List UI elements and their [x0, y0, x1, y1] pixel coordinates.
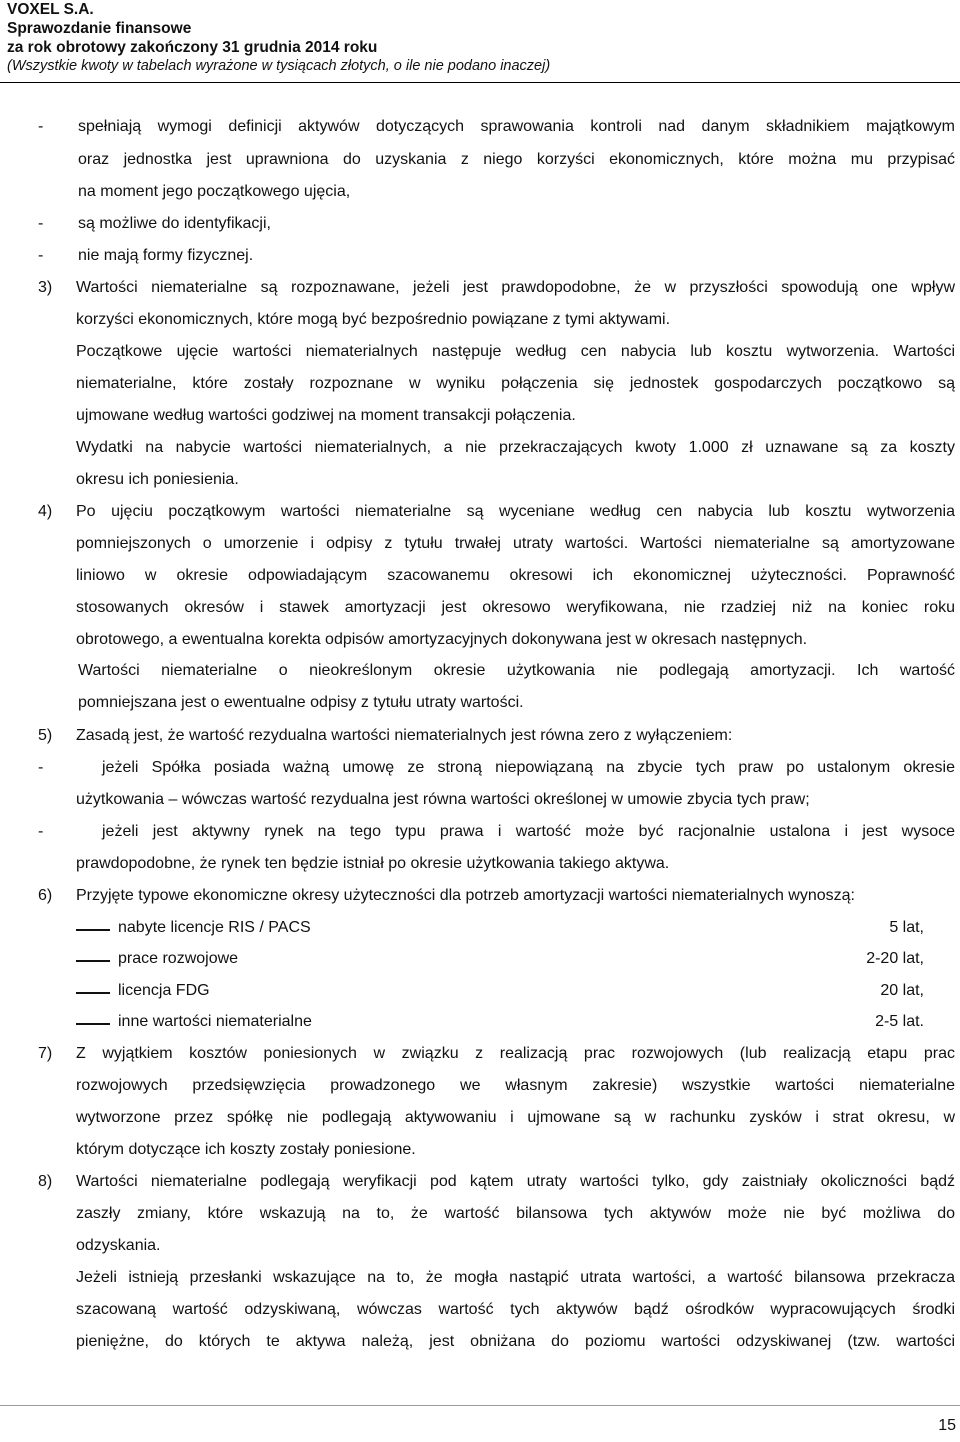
page-number: 15: [938, 1417, 956, 1434]
paragraph-number: 8): [38, 1173, 53, 1190]
body-line: na moment jego początkowego ujęcia,: [78, 183, 351, 200]
bullet-marker: -: [38, 759, 44, 776]
list-dash: [76, 929, 110, 931]
period-item-name: prace rozwojowe: [118, 950, 239, 967]
body-line: prawdopodobne, że rynek ten będzie istniał po okresie użytkowania takiego aktywa.: [76, 855, 670, 872]
body-line: są możliwe do identyfikacji,: [78, 215, 271, 232]
paragraph-number: 3): [38, 279, 53, 296]
body-line: jeżeli jest aktywny rynek na tego typu prawa i wartość może być racjonalnie ustalona i jest wysoce: [102, 823, 955, 840]
report-period: za rok obrotowy zakończony 31 grudnia 2014 roku: [7, 39, 378, 56]
body-line: korzyści ekonomicznych, które mogą być bezpośrednio powiązane z tymi aktywami.: [76, 311, 671, 328]
body-line: Zasadą jest, że wartość rezydualna wartości niematerialnych jest równa zero z wyłączeniem:: [76, 727, 733, 744]
bullet-marker: -: [38, 247, 44, 264]
body-line: odzyskania.: [76, 1237, 161, 1254]
body-line: Wartości niematerialne są rozpoznawane, jeżeli jest prawdopodobne, że w przyszłości spowodują one wpływ: [76, 279, 955, 296]
bullet-marker: -: [38, 215, 44, 232]
paragraph-number: 4): [38, 503, 53, 520]
body-line: Początkowe ujęcie wartości niematerialnych następuje według cen nabycia lub kosztu wytworzenia. Wartości: [76, 343, 955, 360]
body-line: którym dotyczące ich koszty zostały poniesione.: [76, 1141, 416, 1158]
paragraph-number: 5): [38, 727, 53, 744]
period-item-value: 5 lat,: [889, 919, 924, 936]
body-line: zaszły zmiany, które wskazują na to, że wartość bilansowa tych aktywów może nie być możliwa do: [76, 1205, 955, 1222]
body-line: okresu ich poniesienia.: [76, 471, 239, 488]
body-line: szacowaną wartość odzyskiwaną, wówczas wartość tych aktywów bądź ośrodków wypracowujących środki: [76, 1301, 955, 1318]
body-line: niematerialne, które zostały rozpoznane w wyniku połączenia się jednostek gospodarczych początkowo są: [76, 375, 955, 392]
document-header: [7, 0, 550, 76]
period-item-name: licencja FDG: [118, 982, 210, 999]
paragraph-number: 6): [38, 887, 53, 904]
bullet-marker: -: [38, 118, 44, 135]
body-line: rozwojowych przedsięwzięcia prowadzonego we własnym zakresie) wszystkie wartości niematerialne: [76, 1077, 955, 1094]
body-line: Wartości niematerialne o nieokreślonym okresie użytkowania nie podlegają amortyzacji. Ich wartość: [78, 662, 955, 679]
period-item-value: 20 lat,: [880, 982, 924, 999]
list-dash: [76, 1023, 110, 1025]
body-line: wytworzone przez spółkę nie podlegają aktywowaniu i ujmowane są w rachunku zysków i strat okresu, w: [76, 1109, 955, 1126]
company-name: VOXEL S.A.: [7, 1, 94, 18]
body-line: oraz jednostka jest uprawniona do uzyskania z niego korzyści ekonomicznych, które można mu przypisać: [78, 151, 955, 168]
list-dash: [76, 960, 110, 962]
body-line: Z wyjątkiem kosztów poniesionych w związku z realizacją prac rozwojowych (lub realizacją etapu prac: [76, 1045, 955, 1062]
period-item-value: 2-5 lat.: [875, 1013, 924, 1030]
body-line: obrotowego, a ewentualna korekta odpisów amortyzacyjnych dokonywana jest w okresach następnych.: [76, 631, 808, 648]
body-line: Wydatki na nabycie wartości niematerialnych, a nie przekraczających kwoty 1.000 zł uznawane są za koszty: [76, 439, 955, 456]
body-line: Wartości niematerialne podlegają weryfikacji pod kątem utraty wartości tylko, gdy zaistniały okoliczności bądź: [76, 1173, 955, 1190]
body-line: pomniejszonych o umorzenie i odpisy z tytułu trwałej utraty wartości. Wartości niematerialne są amortyzowane: [76, 535, 955, 552]
header-divider: [0, 82, 960, 83]
body-line: stosowanych okresów i stawek amortyzacji jest okresowo weryfikowana, nie rzadziej niż na koniec roku: [76, 599, 955, 616]
paragraph-number: 7): [38, 1045, 53, 1062]
period-item-name: inne wartości niematerialne: [118, 1013, 312, 1030]
body-line: Jeżeli istnieją przesłanki wskazujące na to, że mogła nastąpić utrata wartości, a wartość bilansowa przekracza: [76, 1269, 955, 1286]
bullet-marker: -: [38, 823, 44, 840]
footer-divider: [0, 1405, 960, 1406]
amounts-note: (Wszystkie kwoty w tabelach wyrażone w tysiącach złotych, o ile nie podano inaczej): [7, 58, 551, 74]
period-item-value: 2-20 lat,: [866, 950, 924, 967]
period-item-name: nabyte licencje RIS / PACS: [118, 919, 311, 936]
body-line: ujmowane według wartości godziwej na moment transakcji połączenia.: [76, 407, 576, 424]
body-line: Przyjęte typowe ekonomiczne okresy użyteczności dla potrzeb amortyzacji wartości niematerialnych wynoszą:: [76, 887, 855, 904]
body-line: liniowo w okresie odpowiadającym szacowanemu okresowi ich ekonomicznej użyteczności. Poprawność: [76, 567, 955, 584]
body-line: nie mają formy fizycznej.: [78, 247, 254, 264]
report-title: Sprawozdanie finansowe: [7, 20, 192, 37]
body-line: jeżeli Spółka posiada ważną umowę ze stroną niepowiązaną na zbycie tych praw po ustalonym okresie: [102, 759, 955, 776]
body-line: użytkowania – wówczas wartość rezydualna jest równa wartości określonej w umowie zbycia tych praw;: [76, 791, 810, 808]
body-line: pieniężne, do których te aktywa należą, jest obniżana do poziomu wartości odzyskiwanej (tzw. wartości: [76, 1333, 955, 1350]
list-dash: [76, 992, 110, 994]
body-line: pomniejszana jest o ewentualne odpisy z tytułu utraty wartości.: [78, 694, 524, 711]
body-line: spełniają wymogi definicji aktywów dotyczących sprawowania kontroli nad danym składnikiem majątkowym: [78, 118, 955, 135]
body-line: Po ujęciu początkowym wartości niematerialne są wyceniane według cen nabycia lub kosztu wytworzenia: [76, 503, 955, 520]
